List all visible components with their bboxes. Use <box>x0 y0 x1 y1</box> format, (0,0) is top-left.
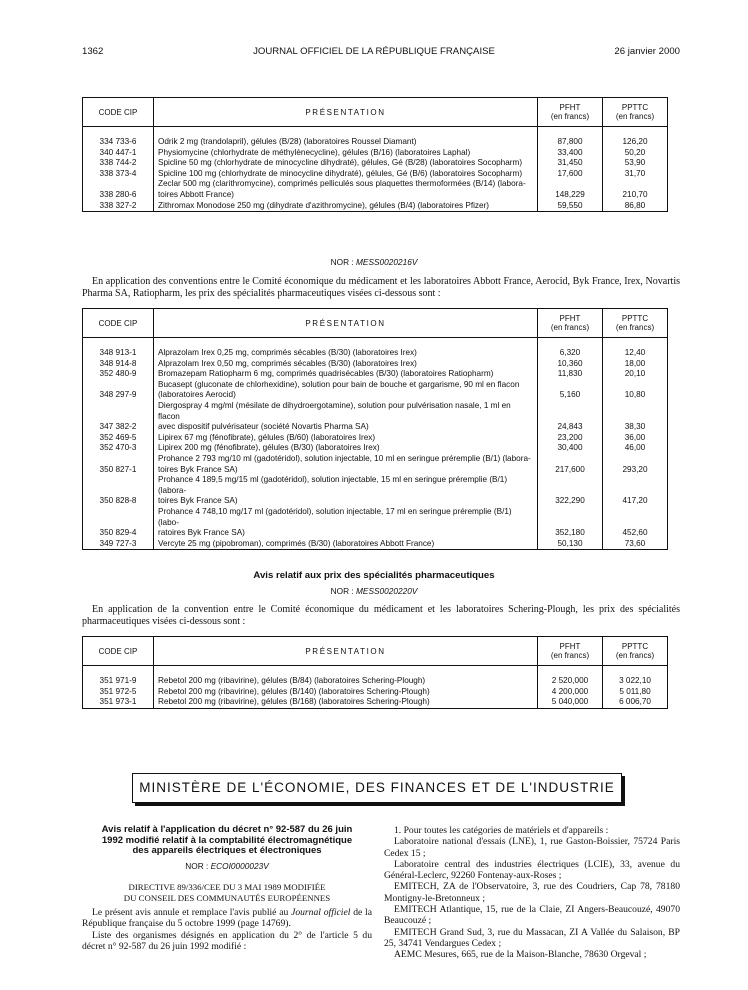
organisme-entry: EMITECH Atlantique, 15, rue de la Claie, ZI Angers-Beaucouzé, 49070 Beaucouzé ; <box>384 904 680 927</box>
presentation-cell: Alprazolam Irex 0,50 mg, comprimés sécables (B/30) (laboratoires Irex) <box>154 359 538 370</box>
presentation-cell: Prohance 2 793 mg/10 ml (gadotéridol), solution injectable, 10 ml en seringue préremplie (B/1) (labora- toires Byk France SA) <box>154 454 538 475</box>
ppttc-cell: 3 022,10 <box>603 676 668 687</box>
presentation-cell: Prohance 4 189,5 mg/15 ml (gadotéridol), solution injectable, 15 ml en seringue préremplie (B/1) (labora- toires Byk France SA) <box>154 475 538 507</box>
table-row <box>83 369 668 380</box>
ppttc-cell: 38,30 <box>603 401 668 433</box>
pfht-cell: 31,450 <box>538 158 603 169</box>
nor-reference-2: NOR : MESS0020220V <box>330 586 418 596</box>
ppttc-cell: 6 006,70 <box>603 697 668 708</box>
pfht-cell: 5 040,000 <box>538 697 603 708</box>
table-row <box>83 169 668 180</box>
code-cip-cell: 340 447-1 <box>83 148 154 159</box>
code-cip-cell: 352 469-5 <box>83 433 154 444</box>
pfht-cell: 10,360 <box>538 359 603 370</box>
col-presentation: PRÉSENTATION <box>154 309 538 338</box>
col-presentation: PRÉSENTATION <box>154 98 538 127</box>
code-cip-cell: 352 480-9 <box>83 369 154 380</box>
presentation-cell: Lipirex 200 mg (fénofibrate), gélules (B/30) (laboratoires Irex) <box>154 443 538 454</box>
code-cip-cell: 338 327-2 <box>83 201 154 212</box>
presentation-cell: Bromazepam Ratiopharm 6 mg, comprimés quadrisécables (B/30) (laboratoires Ratiopharm) <box>154 369 538 380</box>
ppttc-cell: 417,20 <box>603 475 668 507</box>
page-number: 1362 <box>82 46 104 57</box>
col-pfht: PFHT (en francs) <box>538 98 603 127</box>
table-row <box>83 443 668 454</box>
pfht-cell: 352,180 <box>538 507 603 539</box>
pfht-cell: 2 520,000 <box>538 676 603 687</box>
presentation-cell: Physiomycine (chlorhydrate de méthylènecycline), gélules (B/16) (laboratoires Laphal) <box>154 148 538 159</box>
table-body <box>83 127 668 212</box>
code-cip-cell: 348 914-8 <box>83 359 154 370</box>
table-row <box>83 201 668 212</box>
table-row <box>83 137 668 148</box>
table-row <box>83 433 668 444</box>
code-cip-cell: 351 972-5 <box>83 687 154 698</box>
col-ppttc: PPTTC (en francs) <box>603 309 668 338</box>
ppttc-cell: 20,10 <box>603 369 668 380</box>
issue-date: 26 janvier 2000 <box>614 46 680 57</box>
ppttc-cell: 31,70 <box>603 169 668 180</box>
ppttc-cell: 18,00 <box>603 359 668 370</box>
ppttc-cell: 46,00 <box>603 443 668 454</box>
code-cip-cell: 350 827-1 <box>83 454 154 475</box>
presentation-cell: Spicline 50 mg (chlorhydrate de minocycline dihydraté), gélules, Gé (B/28) (laboratoires Socopharm) <box>154 158 538 169</box>
pfht-cell: 59,550 <box>538 201 603 212</box>
code-cip-cell: 347 382-2 <box>83 401 154 433</box>
ppttc-cell: 53,90 <box>603 158 668 169</box>
table-row <box>83 475 668 507</box>
presentation-cell: Rebetol 200 mg (ribavirine), gélules (B/140) (laboratoires Schering-Plough) <box>154 687 538 698</box>
organisme-entry: Laboratoire central des industries électriques (LCIE), 33, avenue du Général-Leclerc, 92260 Fontenay-aux-Roses ; <box>384 858 680 882</box>
pfht-cell: 5,160 <box>538 380 603 401</box>
presentation-cell: Rebetol 200 mg (ribavirine), gélules (B/84) (laboratoires Schering-Plough) <box>154 676 538 687</box>
code-cip-cell: 349 727-3 <box>83 539 154 550</box>
journal-title: JOURNAL OFFICIEL DE LA RÉPUBLIQUE FRANÇAISE <box>253 46 495 57</box>
table-row <box>83 687 668 698</box>
presentation-cell: Zeclar 500 mg (clarithromycine), comprimés pelliculés sous plaquettes thermoformées (B/14) (labora- toires Abbott France) <box>154 179 538 200</box>
pfht-cell: 17,600 <box>538 169 603 180</box>
organisme-entry: EMITECH, ZA de l'Observatoire, 3, rue des Coudriers, Cap 78, 78180 Montigny-le-Bretonneux ; <box>384 881 680 904</box>
code-cip-cell: 351 971-9 <box>83 676 154 687</box>
pfht-cell: 4 200,000 <box>538 687 603 698</box>
category-heading: 1. Pour toutes les catégories de matériels et d'appareils : <box>394 825 609 836</box>
table-row <box>83 539 668 550</box>
col-pfht: PFHT (en francs) <box>538 637 603 666</box>
paragraph-schering: En application de la convention entre le Comité économique du médicament et les laboratoires Schering-Plough, les prix des spécialités pharmaceutiques visées ci-dessous sont : <box>82 604 680 627</box>
organisme-entry: Laboratoire national d'essais (LNE), 1, rue Gaston-Boissier, 75724 Paris Cedex 15 ; <box>384 836 680 859</box>
code-cip-cell: 352 470-3 <box>83 443 154 454</box>
nor-reference-3: NOR : ECOI0000023V <box>185 860 269 871</box>
presentation-cell: Zithromax Monodose 250 mg (dihydrate d'azithromycine), gélules (B/4) (laboratoires Pfizer) <box>154 201 538 212</box>
pfht-cell: 217,600 <box>538 454 603 475</box>
pfht-cell: 148,229 <box>538 179 603 200</box>
presentation-cell: Spicline 100 mg (chlorhydrate de minocycline dihydraté), gélules, Gé (B/6) (laboratoires Socopharm) <box>154 169 538 180</box>
code-cip-cell: 351 973-1 <box>83 697 154 708</box>
presentation-cell: Diergospray 4 mg/ml (mésilate de dihydroergotamine), solution pour pulvérisation nasale, 1 ml en flacon avec dispositif pulvérisateur (société Novartis Pharma SA) <box>154 401 538 433</box>
ppttc-cell: 86,80 <box>603 201 668 212</box>
pfht-cell: 30,400 <box>538 443 603 454</box>
table-row <box>83 179 668 200</box>
price-table-2 <box>82 308 668 550</box>
presentation-cell: Prohance 4 748,10 mg/17 ml (gadotéridol), solution injectable, 17 ml en seringue préremplie (B/1) (labo- ratoires Byk France SA) <box>154 507 538 539</box>
organisme-entry: EMITECH Grand Sud, 3, rue du Massacan, ZI A Vallée du Salaison, BP 25, 34741 Vendargues Cedex ; <box>384 926 680 949</box>
pfht-cell: 6,320 <box>538 348 603 359</box>
table-body <box>83 666 668 709</box>
pfht-cell: 23,200 <box>538 433 603 444</box>
ppttc-cell: 12,40 <box>603 348 668 359</box>
ppttc-cell: 50,20 <box>603 148 668 159</box>
price-table-3 <box>82 636 668 709</box>
ppttc-cell: 73,60 <box>603 539 668 550</box>
presentation-cell: Vercyte 25 mg (pipobroman), comprimés (B/30) (laboratoires Abbott France) <box>154 539 538 550</box>
avis-title-schering: Avis relatif aux prix des spécialités pharmaceutiques <box>253 570 495 581</box>
table-row <box>83 697 668 708</box>
paragraph-annule: Le présent avis annule et remplace l'avis publié au Journal officiel de la République française du 5 octobre 1999 (page 14769). <box>82 907 372 930</box>
col-code-cip: CODE CIP <box>83 98 154 127</box>
table-row <box>83 380 668 401</box>
presentation-cell: Lipirex 67 mg (fénofibrate), gélules (B/60) (laboratoires Irex) <box>154 433 538 444</box>
paragraph-abbott: En application des conventions entre le Comité économique du médicament et les laboratoires Abbott France, Aerocid, Byk France, Irex, Novartis Pharma SA, Ratiopharm, les prix des spécialités pharmaceutiques visées ci-dessous sont : <box>82 276 680 299</box>
nor-reference-1: NOR : MESS0020216V <box>330 257 418 267</box>
ppttc-cell: 5 011,80 <box>603 687 668 698</box>
col-pfht: PFHT (en francs) <box>538 309 603 338</box>
table-row <box>83 359 668 370</box>
table-row <box>83 348 668 359</box>
table-body <box>83 338 668 550</box>
presentation-cell: Alprazolam Irex 0,25 mg, comprimés sécables (B/30) (laboratoires Irex) <box>154 348 538 359</box>
presentation-cell: Odrik 2 mg (trandolapril), gélules (B/28) (laboratoires Roussel Diamant) <box>154 137 538 148</box>
code-cip-cell: 338 744-2 <box>83 158 154 169</box>
pfht-cell: 11,830 <box>538 369 603 380</box>
col-ppttc: PPTTC (en francs) <box>603 98 668 127</box>
avis-title-decret: Avis relatif à l'application du décret n° 92-587 du 26 juin 1992 modifié relatif à la comptabilité électromagnétique des appareils électriques et électroniques <box>101 824 353 857</box>
ppttc-cell: 126,20 <box>603 137 668 148</box>
table-row <box>83 676 668 687</box>
code-cip-cell: 350 829-4 <box>83 507 154 539</box>
col-presentation: PRÉSENTATION <box>154 637 538 666</box>
left-column <box>82 825 372 952</box>
directive-heading: DIRECTIVE 89/336/CEE DU 3 MAI 1989 MODIFIÉE DU CONSEIL DES COMMUNAUTÉS EUROPÉENNES <box>123 882 331 903</box>
table-row <box>83 507 668 539</box>
ppttc-cell: 210,70 <box>603 179 668 200</box>
table-row <box>83 454 668 475</box>
col-code-cip: CODE CIP <box>83 637 154 666</box>
presentation-cell: Rebetol 200 mg (ribavirine), gélules (B/168) (laboratoires Schering-Plough) <box>154 697 538 708</box>
paragraph-liste: Liste des organismes désignés en application du 2° de l'article 5 du décret n° 92-587 du 26 juin 1992 modifié : <box>82 929 372 952</box>
price-table-1 <box>82 97 668 212</box>
code-cip-cell: 348 297-9 <box>83 380 154 401</box>
col-code-cip: CODE CIP <box>83 309 154 338</box>
ppttc-cell: 10,80 <box>603 380 668 401</box>
table-row <box>83 401 668 433</box>
pfht-cell: 24,843 <box>538 401 603 433</box>
pfht-cell: 50,130 <box>538 539 603 550</box>
table-row <box>83 158 668 169</box>
right-column <box>384 825 680 961</box>
col-ppttc: PPTTC (en francs) <box>603 637 668 666</box>
ministry-banner: MINISTÈRE DE L'ÉCONOMIE, DES FINANCES ET DE L'INDUSTRIE <box>132 773 622 803</box>
code-cip-cell: 338 280-6 <box>83 179 154 200</box>
code-cip-cell: 338 373-4 <box>83 169 154 180</box>
code-cip-cell: 348 913-1 <box>83 348 154 359</box>
code-cip-cell: 334 733-6 <box>83 137 154 148</box>
ppttc-cell: 36,00 <box>603 433 668 444</box>
pfht-cell: 87,800 <box>538 137 603 148</box>
organisme-entry: AEMC Mesures, 665, rue de la Maison-Blanche, 78630 Orgeval ; <box>394 949 647 961</box>
code-cip-cell: 350 828-8 <box>83 475 154 507</box>
table-row <box>83 148 668 159</box>
pfht-cell: 33,400 <box>538 148 603 159</box>
ppttc-cell: 293,20 <box>603 454 668 475</box>
presentation-cell: Bucasept (gluconate de chlorhexidine), solution pour bain de bouche et gargarisme, 90 ml en flacon (laboratoires Aerocid) <box>154 380 538 401</box>
pfht-cell: 322,290 <box>538 475 603 507</box>
ppttc-cell: 452,60 <box>603 507 668 539</box>
